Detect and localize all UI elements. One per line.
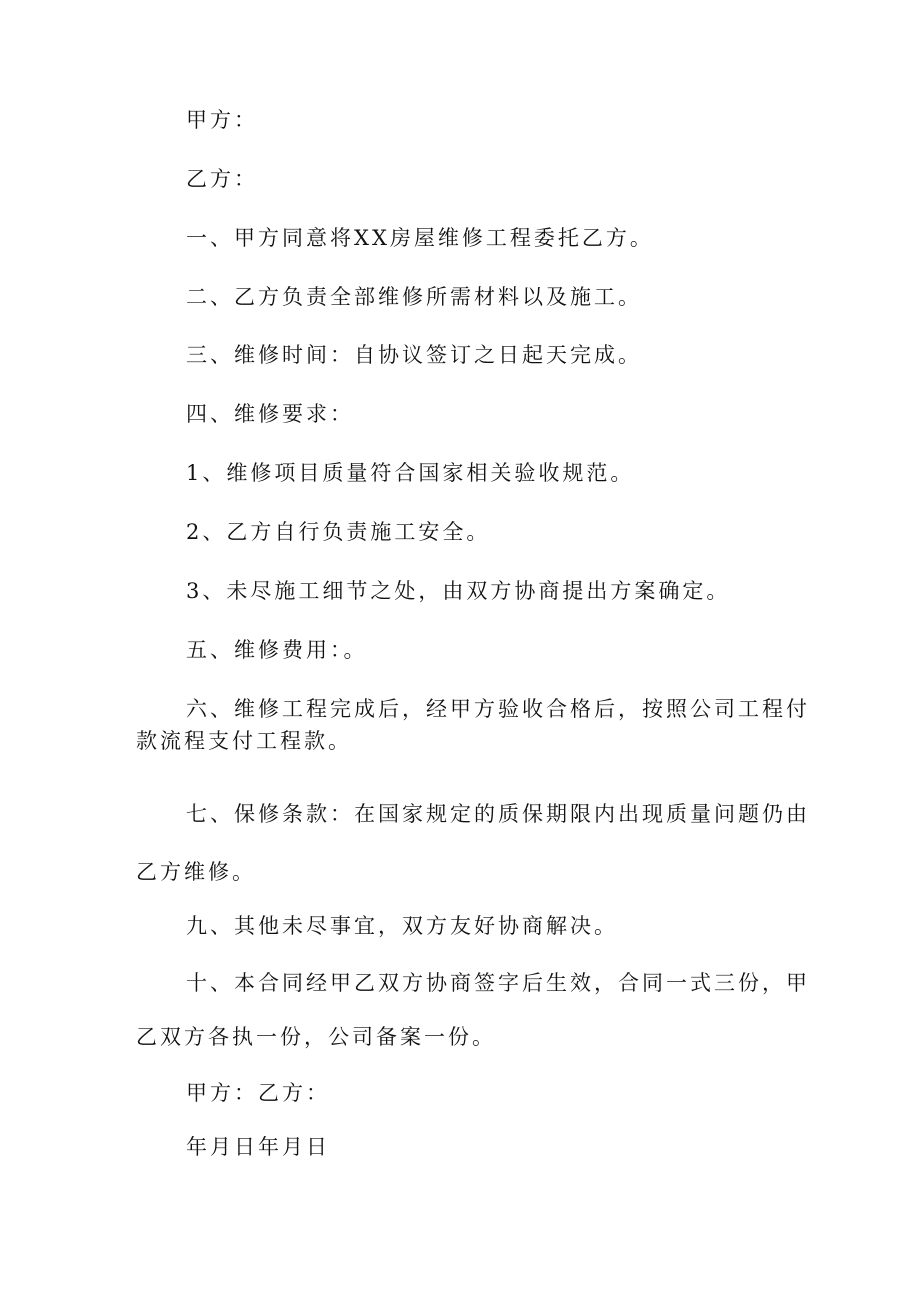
clause-6-line-2: 款流程支付工程款。 <box>136 729 352 753</box>
requirement-3: 3、未尽施工细节之处，由双方协商提出方案确定。 <box>186 579 731 603</box>
date-line: 年月日年月日 <box>186 1135 330 1159</box>
clause-6-line-1: 六、维修工程完成后，经甲方验收合格后，按照公司工程付 <box>186 697 810 721</box>
requirement-1: 1、维修项目质量符合国家相关验收规范。 <box>186 461 635 485</box>
clause-5: 五、维修费用：。 <box>186 638 368 662</box>
clause-10-line-1: 十、本合同经甲乙双方协商签字后生效，合同一式三份，甲 <box>186 971 810 995</box>
signature-line: 甲方：乙方： <box>186 1081 330 1105</box>
clause-1: 一、甲方同意将XX房屋维修工程委托乙方。 <box>186 226 654 250</box>
party-b-line: 乙方： <box>186 167 258 191</box>
clause-4-heading: 四、维修要求： <box>186 402 354 426</box>
clause-3: 三、维修时间：自协议签订之日起天完成。 <box>186 343 642 367</box>
clause-10-line-2: 乙双方各执一份，公司备案一份。 <box>136 1025 496 1049</box>
clause-7-line-1: 七、保修条款：在国家规定的质保期限内出现质量问题仍由 <box>186 802 810 826</box>
clause-2: 二、乙方负责全部维修所需材料以及施工。 <box>186 285 642 309</box>
party-a-line: 甲方： <box>186 108 258 132</box>
requirement-2: 2、乙方自行负责施工安全。 <box>186 520 491 544</box>
clause-7-line-2: 乙方维修。 <box>136 860 256 884</box>
clause-9: 九、其他未尽事宜，双方友好协商解决。 <box>186 914 618 938</box>
